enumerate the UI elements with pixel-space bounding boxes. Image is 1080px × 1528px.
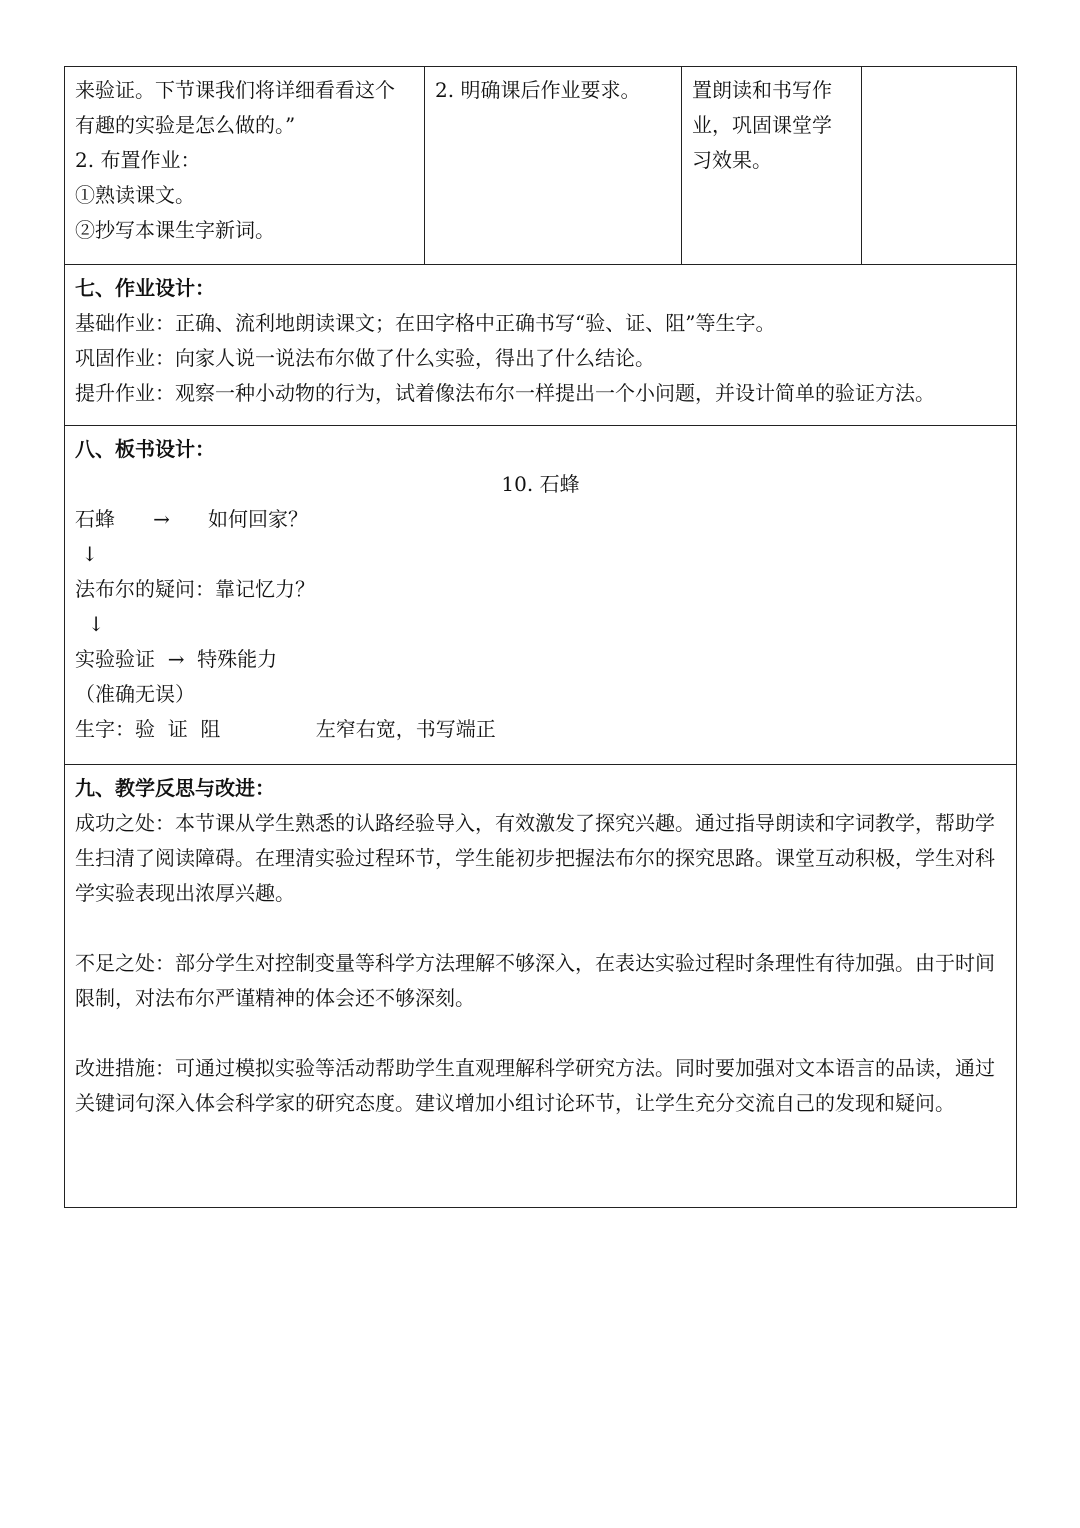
text-line: 2. 明确课后作业要求。	[435, 78, 641, 102]
reflection-heading: 九、教学反思与改进：	[75, 776, 275, 800]
text-line: 来验证。下节课我们将详细看看这个	[75, 78, 395, 102]
reflection-row	[65, 765, 1017, 1208]
text-line: 业，巩固课堂学	[692, 113, 832, 137]
paragraph-gap	[75, 1016, 1006, 1051]
text-line: 2. 布置作业：	[75, 148, 201, 172]
board-heading: 八、板书设计：	[75, 437, 215, 461]
board-line-3: 实验验证 → 特殊能力	[75, 647, 278, 671]
process-teacher-cell	[65, 67, 425, 265]
board-title: 10. 石蜂	[501, 472, 580, 496]
lesson-plan-table	[64, 66, 1017, 1208]
text-line: 有趣的实验是怎么做的。”	[75, 113, 296, 137]
board-line-5: 生字：验 证 阻 左窄右宽，书写端正	[75, 717, 496, 741]
text-line: 置朗读和书写作	[692, 78, 832, 102]
process-row	[65, 67, 1017, 265]
board-row	[65, 426, 1017, 765]
process-student-cell	[425, 67, 682, 265]
homework-cell	[65, 265, 1017, 426]
homework-advance: 提升作业：观察一种小动物的行为，试着像法布尔一样提出一个小问题，并设计简单的验证方法。	[75, 381, 935, 405]
homework-heading: 七、作业设计：	[75, 276, 215, 300]
homework-consolidate: 巩固作业：向家人说一说法布尔做了什么实验，得出了什么结论。	[75, 346, 655, 370]
paragraph-gap	[75, 911, 1006, 946]
board-line-4: （准确无误）	[75, 682, 195, 706]
board-line-2: 法布尔的疑问：靠记忆力？	[75, 577, 315, 601]
process-notes-cell	[862, 67, 1017, 265]
text-line: ①熟读课文。	[75, 183, 195, 207]
down-arrow-icon: ↓	[75, 542, 99, 566]
reflection-shortfall: 不足之处：部分学生对控制变量等科学方法理解不够深入，在表达实验过程时条理性有待加强。由于时间限制，对法布尔严谨精神的体会还不够深刻。	[75, 951, 995, 1010]
process-intent-cell	[682, 67, 862, 265]
homework-row	[65, 265, 1017, 426]
down-arrow-icon: ↓	[75, 612, 105, 636]
text-line: 习效果。	[692, 148, 772, 172]
reflection-success: 成功之处：本节课从学生熟悉的认路经验导入，有效激发了探究兴趣。通过指导朗读和字词教学，帮助学生扫清了阅读障碍。在理清实验过程环节，学生能初步把握法布尔的探究思路。课堂互动积极，学生对科学实验表现出浓厚兴趣。	[75, 811, 995, 905]
reflection-cell	[65, 765, 1017, 1208]
board-line-1: 石蜂 → 如何回家？	[75, 507, 309, 531]
text-line: ②抄写本课生字新词。	[75, 218, 275, 242]
board-cell	[65, 426, 1017, 765]
reflection-improve: 改进措施：可通过模拟实验等活动帮助学生直观理解科学研究方法。同时要加强对文本语言的品读，通过关键词句深入体会科学家的研究态度。建议增加小组讨论环节，让学生充分交流自己的发现和疑问。	[75, 1056, 995, 1115]
homework-basic: 基础作业：正确、流利地朗读课文；在田字格中正确书写“验、证、阻”等生字。	[75, 311, 776, 335]
